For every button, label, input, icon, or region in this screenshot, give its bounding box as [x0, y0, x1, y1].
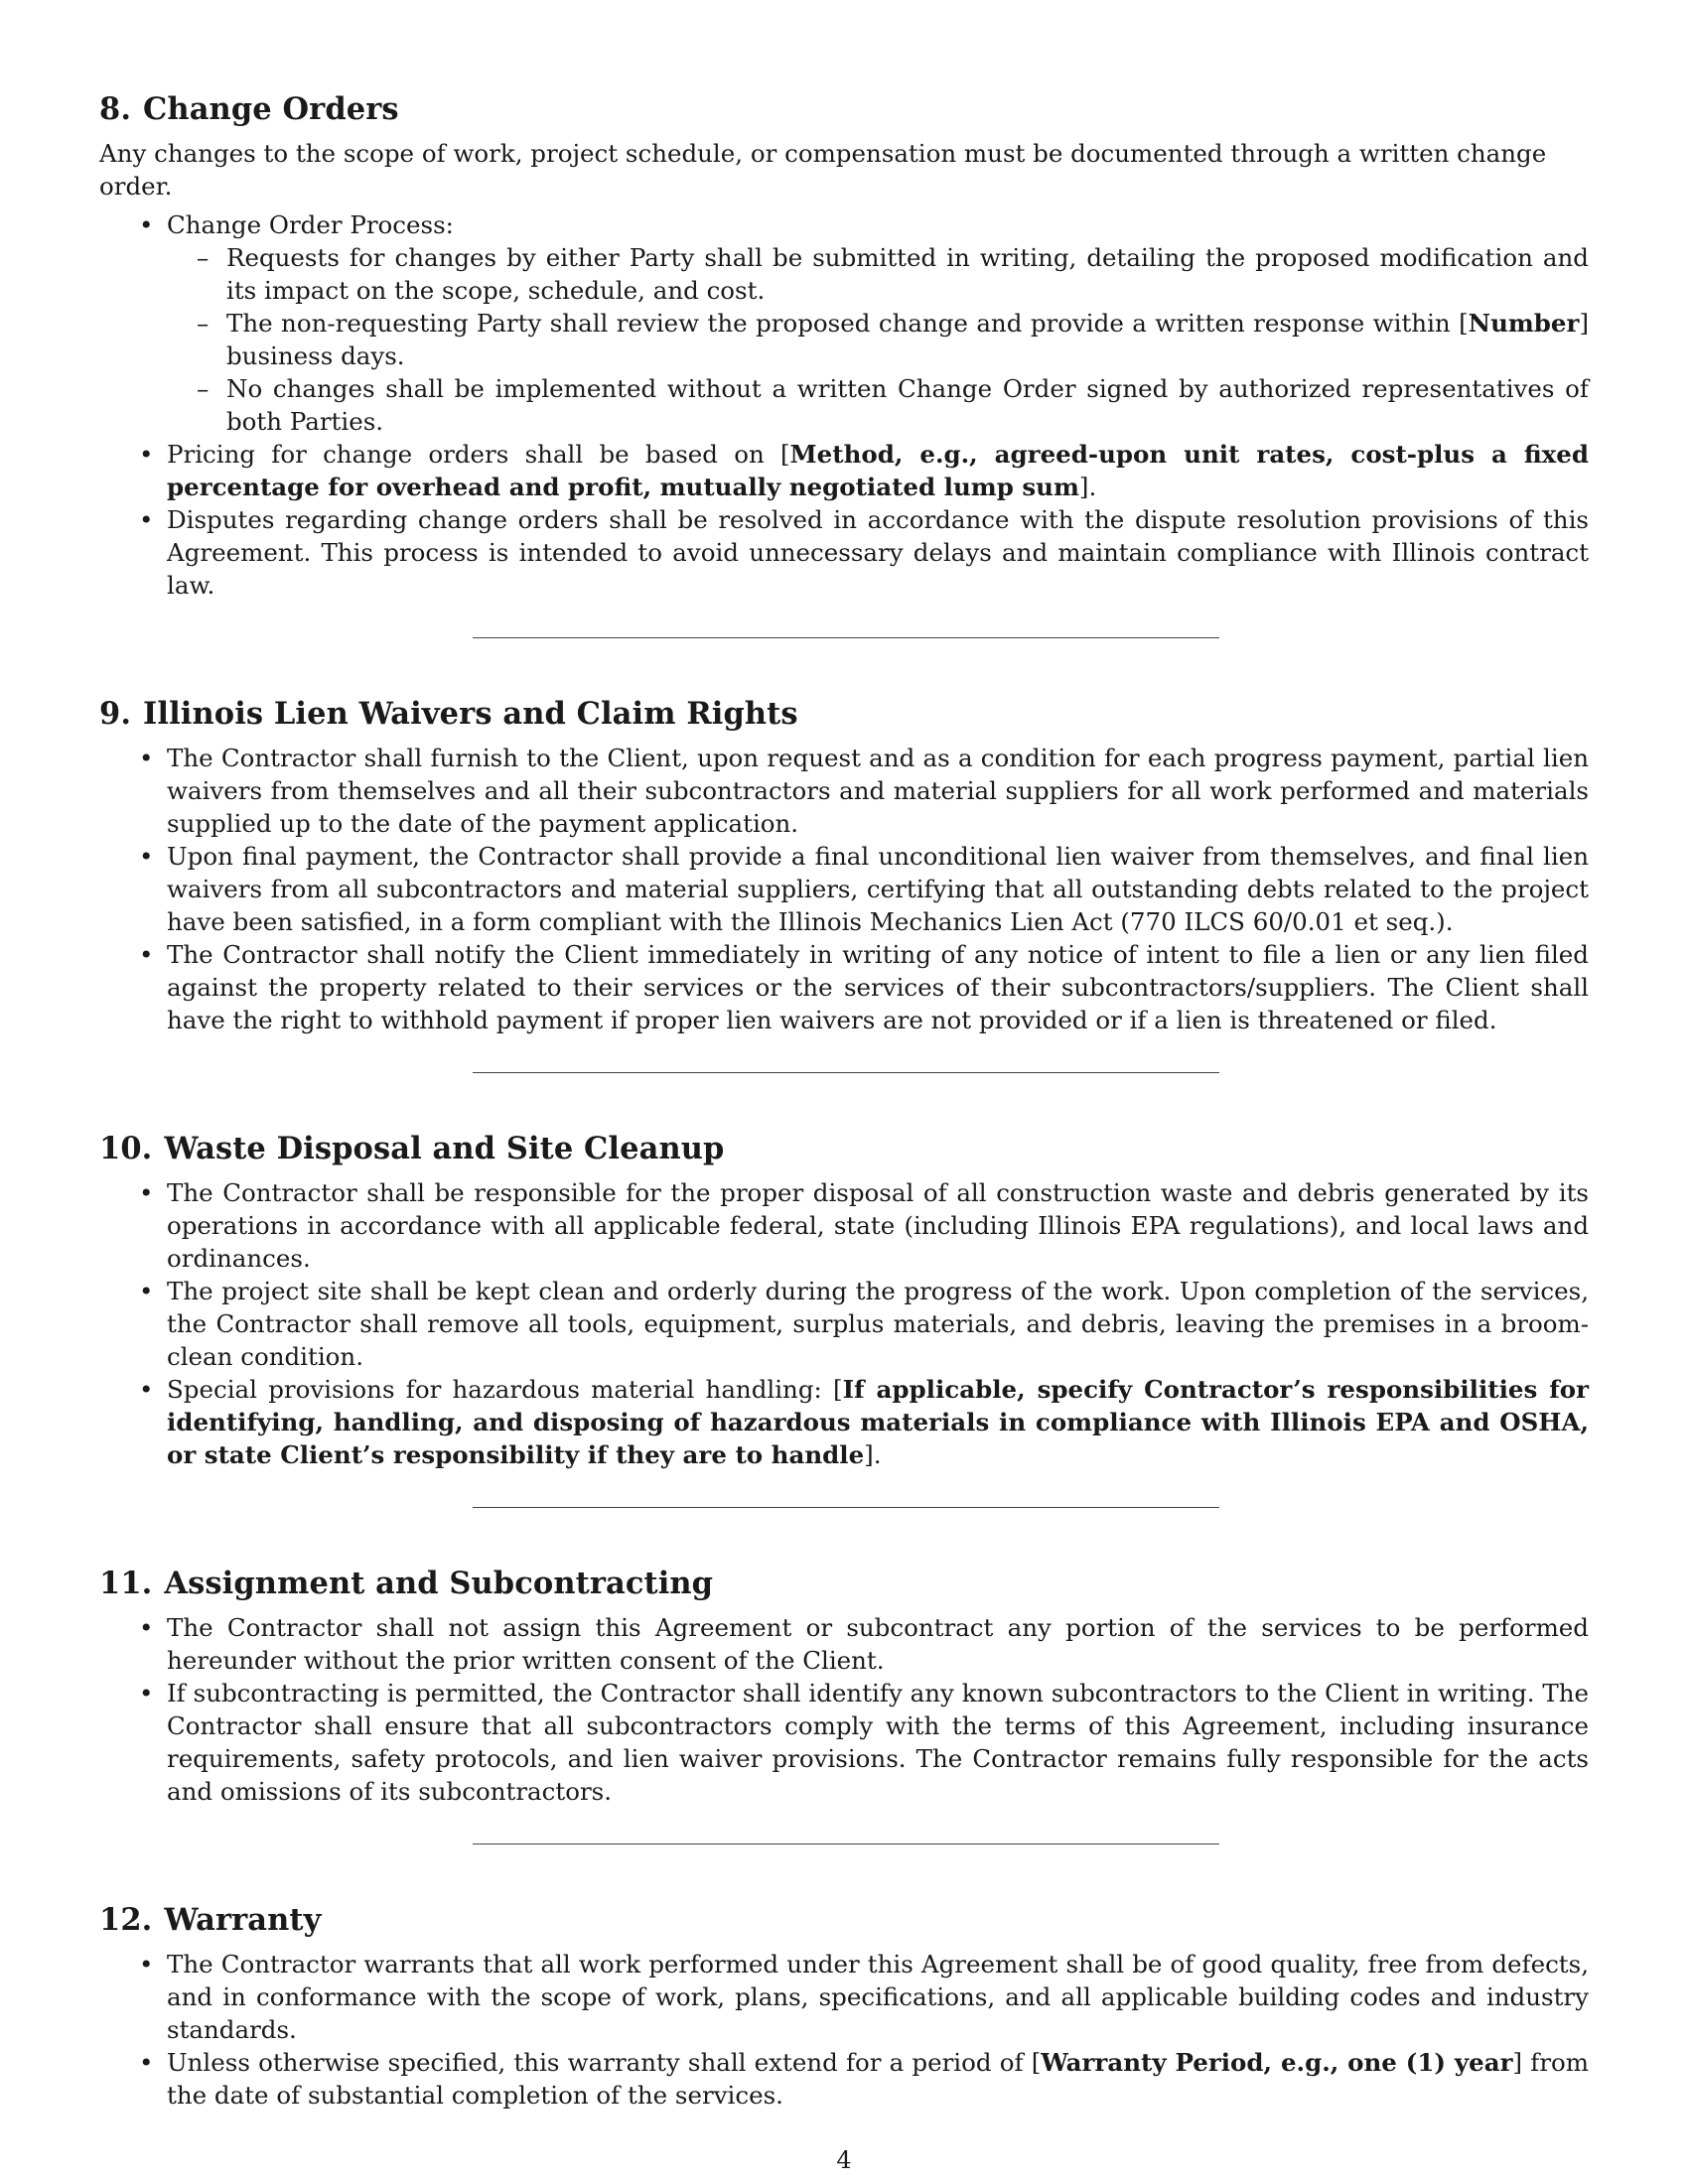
sub-list-item: – No changes shall be implemented without a written Change Order signed by authorized representatives of both Parties. — [226, 372, 1589, 438]
text-run: ]. — [864, 1440, 882, 1469]
list-item: • Upon final payment, the Contractor shall provide a final unconditional lien waiver from themselves, and final lien waivers from all subcontractors and material suppliers, certifying that all outstanding debts related to the project have been satisfied, in a form compliant with the Illinois Mechanics Lien Act (770 ILCS 60/0.01 et seq.). — [167, 840, 1589, 938]
bullet-list — [99, 208, 1589, 602]
section-number: 9. — [99, 696, 132, 732]
section-intro: Any changes to the scope of work, project schedule, or compensation must be documented through a written change order. — [99, 139, 1547, 201]
section-divider — [473, 1072, 1219, 1073]
page-number: 4 — [836, 2146, 852, 2174]
sub-list-item — [226, 307, 1589, 372]
section-divider — [473, 1507, 1219, 1508]
sub-list-item: – Requests for changes by either Party shall be submitted in writing, detailing the proposed modification and its impact on the scope, schedule, and cost. — [226, 241, 1589, 307]
section-waste-disposal — [99, 1131, 1589, 1471]
text-run: ] business days. — [226, 309, 1589, 370]
section-change-orders — [99, 91, 1589, 602]
placeholder-text: Method, e.g., agreed-upon unit rates, cost-plus a fixed percentage for overhead and profit, mutually negotiated lump sum — [167, 440, 1589, 501]
placeholder-text: Warranty Period, e.g., one (1) year — [1041, 2048, 1513, 2077]
list-item: • The Contractor warrants that all work performed under this Agreement shall be of good quality, free from defects, and in conformance with the scope of work, plans, specifications, and all applicable building codes and industry standards. — [167, 1948, 1589, 2046]
list-item: • The Contractor shall not assign this Agreement or subcontract any portion of the services to be performed hereunder without the prior written consent of the Client. — [167, 1611, 1589, 1677]
placeholder-text: If applicable, specify Contractor’s responsibilities for identifying, handling, and disposing of hazardous materials in compliance with Illinois EPA and OSHA, or state Client’s responsibility if they are to handle — [167, 1375, 1590, 1469]
list-item — [167, 208, 1589, 438]
section-number: 11. — [99, 1566, 153, 1601]
text-run: ] from the date of substantial completion of the services. — [167, 2048, 1590, 2110]
section-title: Assignment and Subcontracting — [164, 1566, 714, 1601]
section-heading — [99, 91, 1589, 127]
section-title: Change Orders — [143, 91, 399, 127]
section-heading — [99, 696, 1589, 732]
list-item: • If subcontracting is permitted, the Contractor shall identify any known subcontractors to the Client in writing. The Contractor shall ensure that all subcontractors comply with the terms of this Agreement, including insurance requirements, safety protocols, and lien waiver provisions. The Contractor remains fully responsible for the acts and omissions of its subcontractors. — [167, 1677, 1589, 1808]
text-run: ]. — [1078, 473, 1097, 501]
placeholder-text: Number — [1468, 309, 1580, 338]
text-run: Unless otherwise specified, this warranty shall extend for a period of [ — [167, 2048, 1042, 2077]
section-title: Warranty — [164, 1902, 322, 1938]
section-divider — [473, 1843, 1219, 1844]
section-heading — [99, 1566, 1589, 1601]
text-run: The non-requesting Party shall review the proposed change and provide a written response within [ — [226, 309, 1469, 338]
list-item: • The Contractor shall furnish to the Client, upon request and as a condition for each progress payment, partial lien waivers from themselves and all their subcontractors and material suppliers for all work performed and materials supplied up to the date of the payment application. — [167, 742, 1589, 840]
section-heading — [99, 1131, 1589, 1166]
section-title: Illinois Lien Waivers and Claim Rights — [143, 696, 798, 732]
section-assignment — [99, 1566, 1589, 1808]
bullet-list — [99, 1176, 1589, 1471]
list-item: • The Contractor shall be responsible for the proper disposal of all construction waste and debris generated by its operations in accordance with all applicable federal, state (including Illinois EPA regulations), and local laws and ordinances. — [167, 1176, 1589, 1275]
section-title: Waste Disposal and Site Cleanup — [164, 1131, 725, 1166]
section-number: 10. — [99, 1131, 153, 1166]
sub-list — [167, 241, 1589, 438]
list-item — [167, 1373, 1589, 1471]
list-item — [167, 438, 1589, 503]
text-run: Pricing for change orders shall be based on [ — [167, 440, 790, 469]
bullet-list — [99, 1611, 1589, 1808]
text-run: Special provisions for hazardous material handling: [ — [167, 1375, 843, 1404]
list-item: • The Contractor shall notify the Client immediately in writing of any notice of intent to file a lien or any lien filed against the property related to their services or the services of their subcontractors/suppliers. The Client shall have the right to withhold payment if proper lien waivers are not provided or if a lien is threatened or filed. — [167, 938, 1589, 1036]
list-item: • The project site shall be kept clean and orderly during the progress of the work. Upon completion of the services, the Contractor shall remove all tools, equipment, surplus materials, and debris, leaving the premises in a broom-clean condition. — [167, 1275, 1589, 1373]
section-warranty — [99, 1902, 1589, 2112]
bullet-list — [99, 742, 1589, 1036]
section-number: 8. — [99, 91, 132, 127]
section-heading — [99, 1902, 1589, 1938]
list-item — [167, 2046, 1589, 2112]
section-lien-waivers — [99, 696, 1589, 1036]
section-number: 12. — [99, 1902, 153, 1938]
section-divider — [473, 637, 1219, 638]
list-item-text: Change Order Process: — [167, 210, 454, 239]
document-page — [99, 91, 1589, 2112]
bullet-list — [99, 1948, 1589, 2112]
list-item: • Disputes regarding change orders shall be resolved in accordance with the dispute resolution provisions of this Agreement. This process is intended to avoid unnecessary delays and maintain compliance with Illinois contract law. — [167, 503, 1589, 602]
